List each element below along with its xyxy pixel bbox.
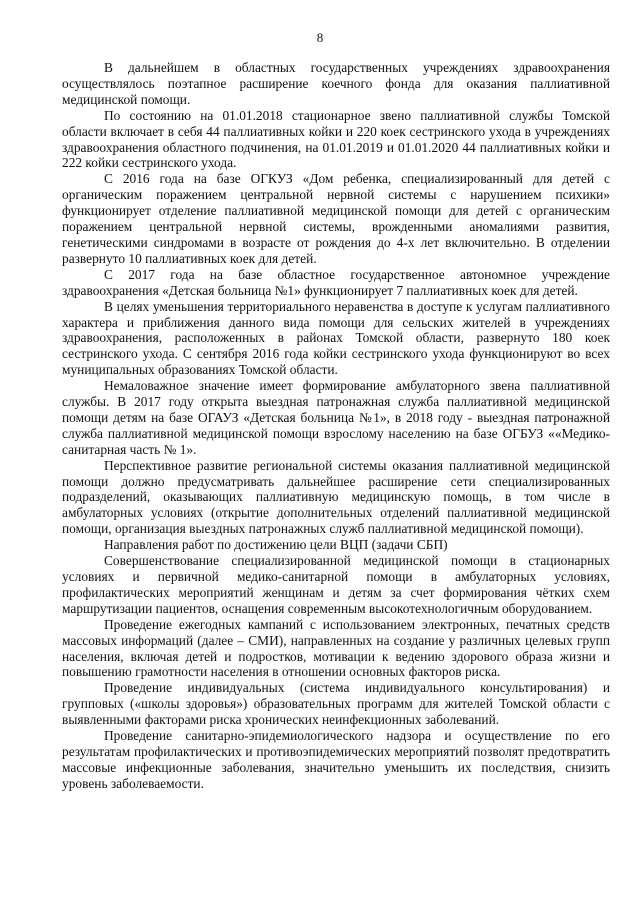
paragraph-childrens-hospital-beds: С 2017 года на базе областное государственное автономное учреждение здравоохранения «Детская больница №1» функционирует 7 паллиативных коек для детей. <box>62 266 610 298</box>
paragraph-rural-access: В целях уменьшения территориального неравенства в доступе к услугам паллиативного характера и приближения данного вида помощи для сельских жителей в учреждениях здравоохранения, расположенных в районах Томской области, развернуто 180 коек сестринского ухода. С сентября 2016 года койки сестринского ухода функционируют во всех муниципальных образованиях Томской области. <box>62 298 610 378</box>
paragraph-bed-fund-expansion: В дальнейшем в областных государственных учреждениях здравоохранения осуществлялось поэтапное расширение коечного фонда для оказания паллиативной медицинской помощи. <box>62 60 610 107</box>
paragraph-outpatient-service: Немаловажное значение имеет формирование амбулаторного звена паллиативной службы. В 2017 году открыта выездная патронажная служба паллиативной медицинской помощи детям на базе ОГАУЗ «Детская больница №1», в 2018 году - выездная патронажной служба паллиативной медицинской помощи взрослому населению на базе ОГБУЗ ««Медико-санитарная часть № 1». <box>62 378 610 457</box>
document-body <box>62 60 610 792</box>
paragraph-media-campaigns: Проведение ежегодных кампаний с использованием электронных, печатных средств массовых информаций (далее – СМИ), направленных на создание у различных целевых групп населения, включая детей и подростков, мотивации к ведению здорового образа жизни и повышению грамотности населения в отношении основных факторов риска. <box>62 616 610 680</box>
paragraph-education-programs: Проведение индивидуальных (система индивидуального консультирования) и групповых («школы здоровья») образовательных программ для жителей Томской области с выявленными факторами риска хронических неинфекционных заболеваний. <box>62 680 610 728</box>
paragraph-bed-statistics: По состоянию на 01.01.2018 стационарное звено паллиативной службы Томской области включает в себя 44 паллиативных койки и 220 коек сестринского ухода в учреждениях здравоохранения областного подчинения, на 01.01.2019 и 01.01.2020 44 паллиативных койки и 222 койки сестринского ухода. <box>62 107 610 171</box>
page-number: 8 <box>316 30 324 45</box>
paragraph-sanitary-supervision: Проведение санитарно-эпидемиологического надзора и осуществление по его результатам профилактических и противоэпидемических мероприятий позволят предотвратить массовые инфекционные заболевания, значительно уменьшить их последствия, снизить уровень заболеваемости. <box>62 728 610 791</box>
paragraph-work-directions-heading: Направления работ по достижению цели ВЦП (задачи СБП) <box>104 537 448 553</box>
paragraph-childrens-home-department: С 2016 года на базе ОГКУЗ «Дом ребенка, специализированный для детей с органическим поражением центральной нервной системы с нарушением психики» функционирует отделение паллиативной медицинской помощи для детей с органическим поражением центральной нервной системы, врожденными аномалиями развития, генетическими синдромами в возрасте от рождения до 4-х лет включительно. В отделении развернуто 10 паллиативных коек для детей. <box>62 171 610 266</box>
paragraph-regional-development: Перспективное развитие региональной системы оказания паллиативной медицинской помощи должно предусматривать дальнейшее расширение сети специализированных подразделений, оказывающих паллиативную медицинскую помощь, в том числе в амбулаторных условиях (открытие дополнительных отделений паллиативной медицинской помощи, организация выездных патронажных служб паллиативной медицинской помощи). <box>62 457 610 537</box>
paragraph-care-improvement: Совершенствование специализированной медицинской помощи в стационарных условиях и первичной медико-санитарной помощи в амбулаторных условиях, профилактических мероприятий женщинам и детям за счет формирования чётких схем маршрутизации пациентов, оснащения современным высокотехнологичным оборудованием. <box>62 553 610 616</box>
